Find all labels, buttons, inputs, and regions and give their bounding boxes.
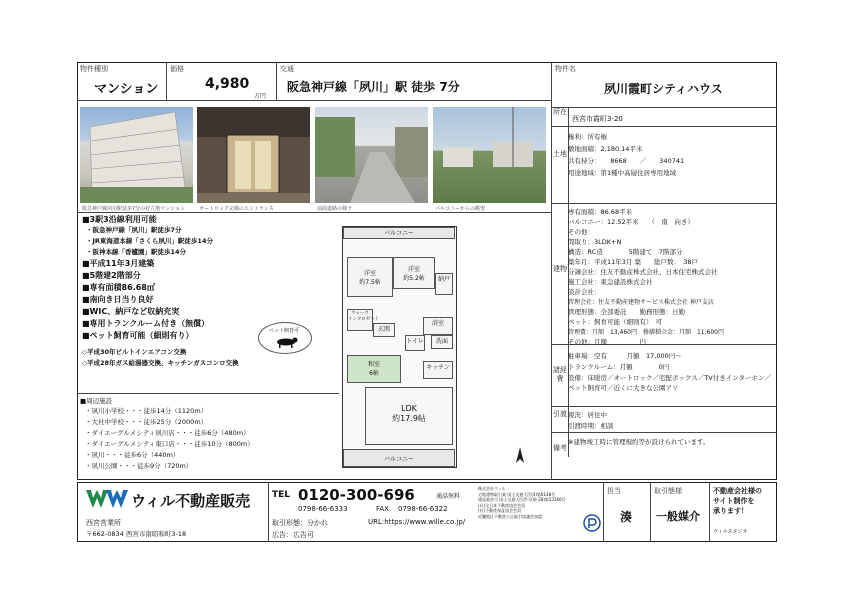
entrance-photo: [197, 107, 310, 203]
fp-entrance: 玄関: [373, 323, 395, 337]
name-value: 夙川霞町シティハウス: [604, 82, 723, 96]
nearby-4: ・夙川・・・徒歩6分（440m）: [85, 451, 180, 459]
fp-ldk: LDK 約17.9帖: [365, 387, 453, 445]
deal-type: 一般媒介: [656, 510, 700, 523]
license-3: (社)全日本不動産協会会員: [478, 502, 526, 508]
feature-8: ■WIC、納戸など収納充実: [82, 307, 180, 316]
license-4: (社)不動産保証協会会員: [478, 508, 522, 514]
header-sep-1: [166, 62, 167, 100]
other-2: 設備：床暖房／オートロック／宅配ボックス／TV付きインターホン／ペット飼育可／近くに大きな公園アリ: [568, 374, 771, 392]
license-block: [478, 486, 566, 520]
company-url[interactable]: URL:https://www.wille.co.jp/: [368, 518, 466, 526]
fax-number: 0798-66-6322: [398, 505, 448, 513]
feature-10: ■ペット飼育可能（細則有り）: [82, 331, 194, 340]
fp-balcony-top: バルコニー: [343, 227, 455, 239]
fp-storage: 納戸: [435, 273, 453, 295]
building-13: その他：月額 円: [568, 338, 646, 346]
feature-11: ◇平成30年ビルトインエアコン交換: [82, 348, 187, 356]
building-7: 施工会社：東急建設株式会社: [568, 278, 653, 286]
association-emblem-icon: [583, 514, 601, 532]
front-road-photo: [315, 107, 428, 203]
nearby-3: ・ダイエーグルメシティ東口店・・・徒歩10分（800m）: [85, 440, 254, 448]
name-label: 物件名: [555, 65, 576, 73]
license-5: 近畿地区不動産公正取引協議会加盟: [478, 513, 542, 519]
branch-address: 〒662-0834 西宮市南昭和町3-18: [86, 530, 187, 538]
location-value: 西宮市霞町3-20: [572, 115, 623, 123]
nearby-0: ・夙川小学校・・・徒歩14分（1120m）: [85, 407, 208, 415]
nearby-1: ・大社中学校・・・徒歩25分（2000m）: [85, 418, 208, 426]
license-1: 宅地建物取引業 国土交通大臣(4)第6148号: [478, 491, 556, 497]
building-1: バルコニー：12.52平米 （ 南 向き）: [568, 218, 694, 226]
fp-toilet: トイレ: [405, 335, 425, 351]
price-unit: 万円: [254, 93, 267, 100]
photo-caption-2: オートロック完備のエントランス: [199, 206, 274, 212]
feature-1: ・阪急神戸線「夙川」駅徒歩7分: [86, 226, 182, 234]
price-value: 4,980: [205, 76, 250, 92]
site-brand: ウィルスタジオ: [713, 529, 748, 535]
other-1: トランクルーム：月額 0円: [568, 363, 670, 371]
company-logo-icon: [86, 488, 128, 510]
feature-2: ・JR東海道本線「さくら夙川」駅徒歩14分: [86, 237, 213, 245]
balcony-view-photo: [433, 107, 546, 203]
fp-wash: 洗面: [431, 335, 453, 349]
land-2: 共有持分： 8668 ／ 340741: [568, 157, 685, 165]
fp-room-2: 洋室 約5.2帖: [393, 257, 435, 289]
tel-label: TEL: [272, 490, 291, 500]
building-exterior-photo: [80, 107, 193, 203]
building-8: 設計会社：: [568, 288, 601, 296]
tel-number: 0120-300-696: [298, 486, 415, 504]
building-4: 構造：RC造 5階建て 7階部分: [568, 248, 683, 256]
building-5: 築年月：平成11年3月 築 総戸数： 38戸: [568, 258, 698, 266]
building-0: 専有面積：86.68平米: [568, 208, 633, 216]
footer-sep-4: [709, 482, 710, 542]
fp-bath: 浴室: [423, 317, 453, 335]
license-2: 建設業許可 国土交通大臣許可(般-28)第23166号: [478, 497, 566, 503]
deal-type-label: 取引態様: [654, 487, 682, 495]
fp-washitsu: 和室 6帖: [347, 355, 401, 383]
compass-icon: [513, 446, 527, 466]
pet-badge: [258, 322, 312, 354]
type-value: マンション: [94, 82, 159, 97]
building-label: 建物: [553, 265, 567, 273]
deal-label: 取引形態：分かれ: [272, 519, 328, 527]
other-label: 諸経費: [553, 366, 567, 383]
nearby-5: ・夙川公園・・・徒歩9分（720m）: [85, 462, 193, 470]
name-divider: [551, 107, 777, 108]
building-12: 管理費：月額 13,460円 修繕積立金：月額 11,600円: [568, 329, 724, 336]
building-10: 管理形態：全部委託 勤務形態：日勤: [568, 308, 685, 316]
pet-badge-label: ペット飼育可: [269, 328, 300, 334]
header-divider: [77, 100, 551, 101]
type-label: 物件種別: [80, 65, 108, 73]
detail-div-4: [551, 406, 777, 407]
footer-sep-1: [268, 482, 269, 542]
fp-wic: ウォーク インクロゼット: [347, 309, 373, 331]
feature-5: ■5階建2階部分: [82, 271, 141, 280]
footer-sep-2: [603, 482, 604, 542]
land-0: 権利：所有権: [568, 133, 607, 141]
access-label: 交通: [280, 65, 294, 73]
feature-3: ・阪神本線「香櫨園」駅徒歩14分: [86, 248, 187, 256]
floor-plan: [342, 226, 457, 468]
fp-kitchen: キッチン: [423, 361, 453, 379]
detail-div-2: [551, 203, 777, 204]
feature-12: ◇平成28年ガス給湯器交換、キッチンガスコンロ交換: [82, 359, 239, 367]
north-label: N: [517, 445, 520, 450]
land-3: 用途地域：第1種中高層住居専用地域: [568, 169, 677, 177]
site-promo[interactable]: 不動産会社様の サイト制作を 承ります！: [713, 487, 762, 515]
footer-sep-3: [650, 482, 651, 542]
photo-divider: [77, 212, 551, 213]
building-9: 管理会社：住友不動産建物サービス株式会社 神戸支店: [568, 299, 714, 306]
building-2: その他：: [568, 228, 594, 236]
photo-caption-1: 阪急神戸線夙川駅徒歩7分の好立地マンション: [82, 206, 185, 212]
feature-4: ■平成11年3月建築: [82, 259, 155, 268]
other-0: 駐車場：空有 月額 17,000円～: [568, 352, 682, 360]
tel-note: 通話無料: [436, 493, 461, 500]
photo-caption-3: 前面道路の様子: [317, 206, 353, 212]
fax-label: FAX.: [376, 505, 392, 513]
access-value: 阪急神戸線「夙川」駅 徒歩 7分: [287, 80, 460, 94]
detail-div-5: [551, 432, 777, 433]
building-11: ペット：飼育可能（細則有） 可: [568, 318, 663, 326]
header-sep-2: [276, 62, 277, 100]
nearby-title: ■周辺施設: [80, 397, 113, 405]
branch-name: 西宮営業所: [86, 519, 121, 527]
agent-label: 担当: [607, 487, 621, 495]
price-label: 価格: [170, 65, 184, 73]
company-name: ウィル不動産販売: [131, 492, 251, 510]
tel2-number: 0798-66-6333: [298, 505, 348, 513]
detail-div-1: [551, 126, 777, 127]
handover-0: 現況：居住中: [568, 411, 607, 419]
note-label: 備考: [553, 444, 567, 452]
feature-0: ■3駅3沿線利用可能: [82, 215, 157, 224]
feature-6: ■専有面積86.68㎡: [82, 283, 155, 292]
fp-room-1: 洋室 約7.5帖: [347, 257, 393, 297]
agent-name: 湊: [620, 510, 633, 524]
license-0: 株式会社ウィル: [478, 486, 506, 491]
handover-label: 引渡: [553, 410, 567, 418]
fp-balcony-bottom: バルコニー: [343, 449, 455, 467]
photo-caption-4: バルコニーからの眺望: [435, 206, 486, 212]
location-label: 所在: [553, 108, 567, 116]
nearby-2: ・ダイエーグルメシティ夙川店・・・徒歩6分（480m）: [85, 429, 250, 437]
dog-icon: [273, 335, 299, 349]
feature-7: ■南向き日当り良好: [82, 295, 154, 304]
ad-label[interactable]: 広告：広告可: [272, 531, 314, 539]
north-compass: [513, 446, 527, 466]
note-value: ※建物竣工時に管理規約等が設けられています。: [568, 438, 710, 446]
nearby-divider: [77, 393, 339, 394]
building-3: 間取り：3LDK+N: [568, 238, 622, 246]
handover-1: 引渡時期：相談: [568, 422, 614, 430]
land-1: 敷地面積：2,180.14平米: [568, 145, 643, 153]
land-label: 土地: [553, 150, 567, 158]
feature-9: ■専用トランクルーム付き（無償）: [82, 319, 210, 328]
building-6: 分譲会社：住友不動産株式会社、日本住宅株式会社: [568, 268, 718, 276]
